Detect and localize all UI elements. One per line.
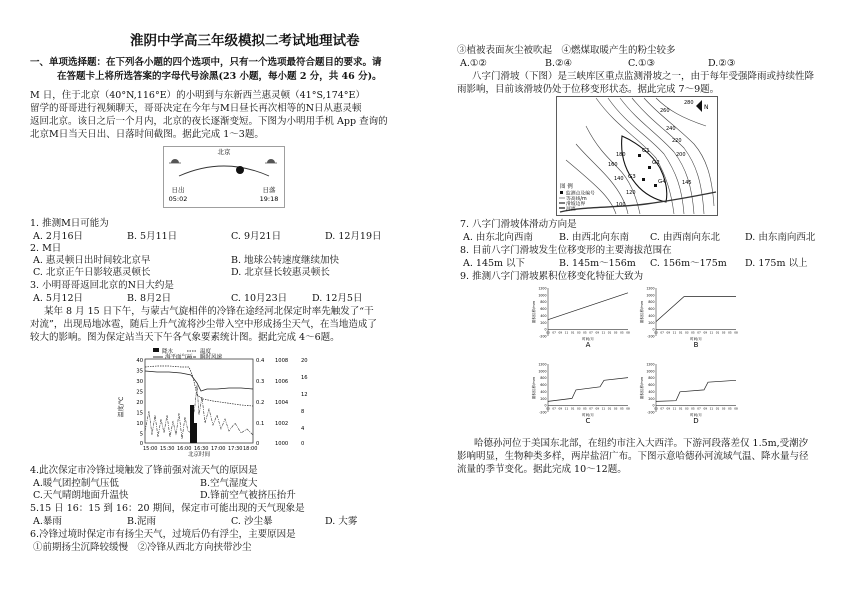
x-tick: 03 (613, 330, 618, 335)
temp-tick: 35 (136, 368, 143, 375)
legend-item: 滑坡边界 (566, 202, 586, 207)
q1-option-d: D. 12月19日 (325, 231, 382, 242)
x-tick: 03 (654, 330, 658, 335)
q7-option-b: B. 由西北向东南 (559, 232, 630, 243)
y-tick: 1200 (646, 286, 655, 291)
q3-option-b: B. 8月2日 (127, 293, 172, 304)
x-tick: 17:30 (228, 446, 243, 452)
x-tick: 18:00 (243, 446, 258, 452)
y-tick: 1200 (646, 362, 655, 367)
chart-label: A (585, 341, 591, 349)
q8-option-c: C. 156m～175m (650, 258, 727, 269)
q3-option-a: A. 5月12日 (33, 293, 84, 304)
y-tick: 0 (652, 327, 655, 332)
y-tick: 800 (540, 376, 547, 381)
x-tick: 15:30 (160, 446, 175, 452)
legend-precip: 降水 (162, 349, 174, 355)
mini-chart-d (639, 363, 738, 426)
temp-tick: 40 (136, 358, 143, 364)
x-tick: 03 (654, 406, 658, 411)
contour-label: 260 (660, 108, 670, 114)
x-axis-label: 时间/月 (690, 413, 702, 417)
displacement-charts (530, 284, 740, 436)
y-tick: 0 (544, 327, 547, 332)
contour-label: 240 (666, 126, 676, 132)
intro1-line: M 日，住于北京（40°N,116°E）的小明到与东新西兰惠灵顿（41°S,174°E） (30, 90, 365, 101)
point-label: G1 (642, 148, 650, 154)
intro4-line: 影响明显，生物种类多样，两岸盐沼广布。下图示意哈德孙河流域气温、降水量与径 (457, 451, 809, 462)
wind-tick: 16 (301, 375, 308, 381)
wind-tick: 4 (301, 426, 305, 432)
y-axis-label: 累积位移/mm (532, 376, 536, 400)
legend-item: 监测点及编号 (566, 191, 595, 197)
q2-stem: 2. M日 (30, 243, 62, 254)
x-tick: 07 (552, 406, 556, 411)
x-tick: 11 (601, 330, 606, 335)
intro1-line: 北京M日当天日出、日落时间截图。据此完成 1～3题。 (30, 129, 264, 140)
point-label: G4 (658, 179, 666, 185)
legend-item: 等高线/m (566, 197, 587, 202)
q6-stem: 6.冷锋过境时保定市有扬尘天气，过境后仍有浮尘，主要原因是 (30, 529, 296, 540)
precip-tick: 0.2 (256, 400, 265, 406)
x-tick: 11 (564, 406, 569, 411)
q4-option-d: D.锋前空气被挤压抬升 (200, 490, 296, 501)
chart-label: D (693, 417, 699, 425)
q5-stem: 5.15 日 16：15 到 16：20 期间，保定市可能出现的天气现象是 (30, 503, 305, 514)
x-tick: 15:00 (143, 446, 158, 452)
temp-tick: 0 (139, 441, 143, 447)
pressure-tick: 1000 (275, 441, 289, 447)
x-tick: 05 (583, 330, 587, 335)
x-tick: 07 (552, 330, 556, 335)
x-tick: 03 (546, 330, 550, 335)
x-tick: 01 (607, 330, 612, 335)
point-label: G2 (652, 160, 660, 166)
y-tick: 200 (648, 320, 655, 325)
x-tick: 09 (595, 330, 600, 335)
x-axis-label: 时间/月 (582, 413, 594, 417)
y-tick: 600 (648, 307, 655, 312)
x-tick: 03 (721, 330, 726, 335)
q3-option-c: C. 10月23日 (231, 293, 288, 304)
y-tick: 800 (648, 376, 655, 381)
q1-option-b: B. 5月11日 (127, 231, 178, 242)
x-tick: 07 (589, 330, 593, 335)
x-tick: 01 (570, 330, 575, 335)
q9-stem: 9. 推测八字门滑坡累积位移变化特征大致为 (460, 271, 644, 282)
q5-option-d: D. 大雾 (325, 516, 358, 527)
y-tick: 1000 (646, 293, 655, 298)
temp-tick: 5 (139, 431, 143, 438)
x-tick: 11 (672, 406, 677, 411)
x-tick: 03 (721, 406, 726, 411)
contour-label: 120 (626, 190, 636, 196)
q5-option-c: C. 沙尘暴 (231, 516, 273, 527)
intro3-line: 雨影响，目前该滑坡仍处于位移变形状态。据此完成 7～9题。 (457, 84, 720, 95)
intro3-line: 八字门滑坡（下图）是三峡库区重点监测滑坡之一，由于每年受强降雨或持续性降 (472, 71, 815, 82)
y-tick: 1000 (538, 293, 547, 298)
y-tick: 600 (648, 383, 655, 388)
section-heading-line2: 在答题卡上将所选答案的字母代号涂黑(23 小题，每小题 2 分，共 46 分)。 (57, 71, 382, 82)
q7-option-a: A. 由东北向西南 (463, 232, 533, 243)
point-label: G3 (628, 174, 636, 180)
q2-option-d: D. 北京昼长较惠灵顿长 (231, 267, 330, 278)
x-tick: 05 (620, 406, 624, 411)
x-tick: 11 (709, 330, 714, 335)
x-tick: 08 (626, 330, 630, 335)
sunrise-label: 日出 (171, 186, 185, 194)
legend-wind: 瞬时风速 (200, 354, 223, 361)
q3-stem: 3. 小明哥哥返回北京的N日大约是 (30, 280, 174, 291)
mini-chart-a (531, 287, 630, 350)
precip-tick: 0.3 (256, 379, 265, 385)
y-tick: 0 (544, 403, 547, 408)
temp-tick: 10 (136, 421, 143, 427)
legend-title: 图 例 (560, 184, 573, 190)
intro2-line: 较大的影响。图为保定站当天下午各气象要素统计图。据此完成 4～6题。 (30, 332, 340, 343)
y-tick: 600 (540, 383, 547, 388)
intro2-line: 对流”，出现局地冰雹，随后上升气流将沙尘带入空中形成扬尘天气，在当地造成了 (30, 319, 377, 330)
x-tick: 07 (697, 406, 701, 411)
section-heading: 一、单项选择题：在下列各小题的四个选项中，只有一个选项最符合题目的要求。请 (30, 57, 382, 68)
x-tick: 08 (734, 406, 738, 411)
displacement-line (548, 293, 628, 320)
pressure-tick: 1004 (275, 400, 289, 406)
x-tick: 09 (703, 406, 708, 411)
sunrise-time: 05:02 (168, 195, 188, 203)
y-tick: 1200 (538, 362, 547, 367)
q3-option-d: D. 12月5日 (312, 293, 363, 304)
y-tick: 200 (540, 320, 547, 325)
legend-precip-swatch (153, 348, 159, 352)
pressure-tick: 1002 (275, 421, 289, 427)
y-axis-label: 累积位移/mm (640, 300, 644, 324)
x-tick: 07 (589, 406, 593, 411)
sunset-label: 日落 (262, 186, 276, 194)
q4-stem: 4.此次保定市冷锋过境触发了锋前强对流天气的原因是 (30, 465, 258, 476)
y-axis-label: 累积位移/mm (532, 300, 536, 324)
x-axis-label: 时间/月 (582, 337, 594, 341)
q5-option-a: A.暴雨 (33, 516, 62, 527)
wind-tick: 8 (301, 409, 305, 415)
q1-stem: 1. 推测M日可能为 (30, 218, 109, 229)
chart-label: B (693, 341, 699, 349)
precip-tick: 0.4 (256, 358, 265, 364)
q6-statements-1-2: ①前期扬尘沉降较缓慢 ②冷锋从西北方向挟带沙尘 (33, 542, 252, 553)
displacement-line (656, 297, 736, 322)
x-tick: 08 (734, 330, 738, 335)
y-tick: 200 (540, 396, 547, 401)
y-tick: 1000 (538, 369, 547, 374)
y-tick: -200 (539, 410, 547, 415)
mini-chart-c (531, 363, 630, 426)
y-tick: 400 (648, 389, 655, 394)
q2-option-a: A. 惠灵顿日出时间较北京早 (33, 255, 151, 266)
q6-option-a: A.①② (460, 58, 487, 69)
legend-pressure: 海平面气压 (165, 354, 193, 361)
legend-item: 河流 (566, 207, 576, 212)
y-tick: 600 (540, 307, 547, 312)
contour-label: 220 (672, 138, 682, 144)
x-tick: 03 (576, 406, 581, 411)
chart-label: C (585, 417, 591, 425)
y-tick: 800 (540, 300, 547, 305)
x-tick: 09 (703, 330, 708, 335)
wind-tick: 20 (301, 358, 308, 364)
x-tick: 16:30 (194, 446, 209, 452)
x-tick: 01 (607, 406, 612, 411)
x-tick: 11 (601, 406, 606, 411)
temp-tick: 30 (136, 379, 143, 385)
x-tick: 09 (666, 406, 671, 411)
x-axis-label: 时间/月 (690, 337, 702, 341)
x-tick: 01 (715, 330, 720, 335)
x-tick: 01 (678, 406, 683, 411)
x-tick: 03 (546, 406, 550, 411)
displacement-line (656, 380, 736, 401)
x-tick: 09 (558, 330, 563, 335)
q6-option-d: D.②③ (708, 58, 736, 69)
intro1-line: 返回北京。该日之后一个月内，北京的夜长逐渐变短。下图为小明用手机 App 查询的 (30, 116, 388, 127)
y-tick: 0 (652, 403, 655, 408)
x-tick: 03 (684, 330, 689, 335)
page-title: 淮阴中学高三年级模拟二考试地理试卷 (130, 33, 360, 49)
x-tick: 16:00 (177, 446, 192, 452)
y-tick: -200 (647, 334, 655, 339)
q7-stem: 7. 八字门滑坡体滑动方向是 (460, 219, 577, 230)
x-tick: 07 (660, 330, 664, 335)
q8-option-d: D. 175m 以上 (745, 258, 808, 269)
svg-text:N: N (704, 104, 709, 111)
temp-tick: 25 (136, 389, 143, 396)
q2-option-c: C. 北京正午日影较惠灵顿长 (33, 267, 151, 278)
x-tick: 07 (697, 330, 701, 335)
x-tick: 05 (620, 330, 624, 335)
pressure-tick: 1006 (275, 379, 289, 385)
wind-tick: 0 (301, 441, 305, 447)
x-tick: 03 (613, 406, 618, 411)
q8-option-a: A. 145m 以下 (463, 258, 526, 269)
q4-option-b: B.空气湿度大 (200, 478, 258, 489)
intro2-line: 某年 8 月 15 日下午，与蒙古气旋相伴的冷锋在途经河北保定时率先触发了“干 (44, 306, 374, 317)
contour-label: 200 (676, 152, 686, 158)
contour-label: 145 (682, 180, 692, 186)
intro4-line: 流量的季节变化。据此完成 10～12题。 (457, 464, 627, 475)
q6-option-b: B.②④ (545, 58, 573, 69)
x-tick: 17:00 (211, 446, 226, 452)
temp-tick: 20 (136, 400, 143, 406)
precip-bar (190, 405, 194, 443)
q7-option-d: D. 由东南向西北 (745, 232, 816, 243)
weather-chart (117, 345, 339, 457)
sun-icon (236, 166, 244, 174)
precip-tick: 0.1 (256, 421, 265, 427)
q8-stem: 8. 目前八字门滑坡发生位移变形的主要海拔范围在 (460, 245, 672, 256)
x-tick: 05 (691, 330, 695, 335)
y-tick: 800 (648, 300, 655, 305)
x-tick: 01 (715, 406, 720, 411)
q6-statements-3-4: ③植被表面灰尘被吹起 ④燃煤取暖产生的粉尘较多 (457, 45, 676, 56)
temp-tick: 15 (136, 410, 143, 417)
q2-option-b: B. 地球公转速度继续加快 (231, 255, 340, 266)
q4-option-c: C.天气晴朗地面升温快 (33, 490, 129, 501)
pressure-tick: 1008 (275, 358, 289, 364)
q7-option-c: C. 由西南向东北 (650, 232, 720, 243)
x-tick: 11 (564, 330, 569, 335)
y-tick: 400 (540, 313, 547, 318)
intro1-line: 留学的哥哥进行视频聊天，哥哥决定在今年与M日昼长再次相等的N日从惠灵顿 (30, 103, 362, 114)
q4-option-a: A.暖气团控制气压低 (33, 478, 119, 489)
y-tick: -200 (539, 334, 547, 339)
displacement-line (548, 378, 628, 402)
y-tick: 1200 (538, 286, 547, 291)
precip-tick: 0 (256, 441, 260, 447)
x-tick: 08 (626, 406, 630, 411)
x-tick: 05 (728, 406, 732, 411)
contour-label: 140 (614, 176, 624, 182)
x-tick: 03 (684, 406, 689, 411)
x-tick: 09 (595, 406, 600, 411)
legend-temp: 温度 (200, 349, 212, 355)
contour-label: 160 (608, 162, 618, 168)
landslide-map (556, 96, 718, 216)
city-label: 北京 (217, 148, 231, 156)
x-tick: 07 (660, 406, 664, 411)
y-tick: 1000 (646, 369, 655, 374)
y-tick: 200 (648, 396, 655, 401)
q8-option-b: B. 145m～156m (559, 258, 636, 269)
y-axis-label-temp: 温度/℃ (118, 396, 125, 418)
mini-chart-b (639, 287, 738, 350)
q1-option-a: A. 2月16日 (33, 231, 84, 242)
x-tick: 01 (678, 330, 683, 335)
x-tick: 11 (709, 406, 714, 411)
y-tick: -200 (647, 410, 655, 415)
x-tick: 05 (728, 330, 732, 335)
intro4-line: 哈德孙河位于美国东北部，在纽约市注入大西洋。下游河段落差仅 1.5m,受潮汐 (474, 438, 809, 449)
wind-tick: 12 (301, 392, 308, 398)
precip-bar (194, 423, 197, 443)
x-tick: 09 (558, 406, 563, 411)
x-tick: 05 (583, 406, 587, 411)
sunset-time: 19:18 (259, 195, 279, 203)
x-tick: 05 (691, 406, 695, 411)
x-axis-label: 北京时间 (187, 452, 211, 457)
y-axis-label: 累积位移/mm (640, 376, 644, 400)
contour-label: 180 (616, 152, 626, 158)
y-tick: 400 (540, 389, 547, 394)
q1-option-c: C. 9月21日 (231, 231, 282, 242)
x-tick: 03 (576, 330, 581, 335)
x-tick: 09 (666, 330, 671, 335)
q6-option-c: C.①③ (628, 58, 655, 69)
wind-line (145, 385, 253, 439)
legend-point-swatch (560, 191, 563, 194)
sunrise-sunset-figure (163, 146, 285, 208)
q5-option-b: B.泥雨 (127, 516, 157, 527)
pressure-line (145, 371, 253, 391)
contour-label: 280 (684, 100, 694, 106)
x-tick: 01 (570, 406, 575, 411)
x-tick: 11 (672, 330, 677, 335)
contour-label: 100 (616, 202, 626, 208)
y-tick: 400 (648, 313, 655, 318)
